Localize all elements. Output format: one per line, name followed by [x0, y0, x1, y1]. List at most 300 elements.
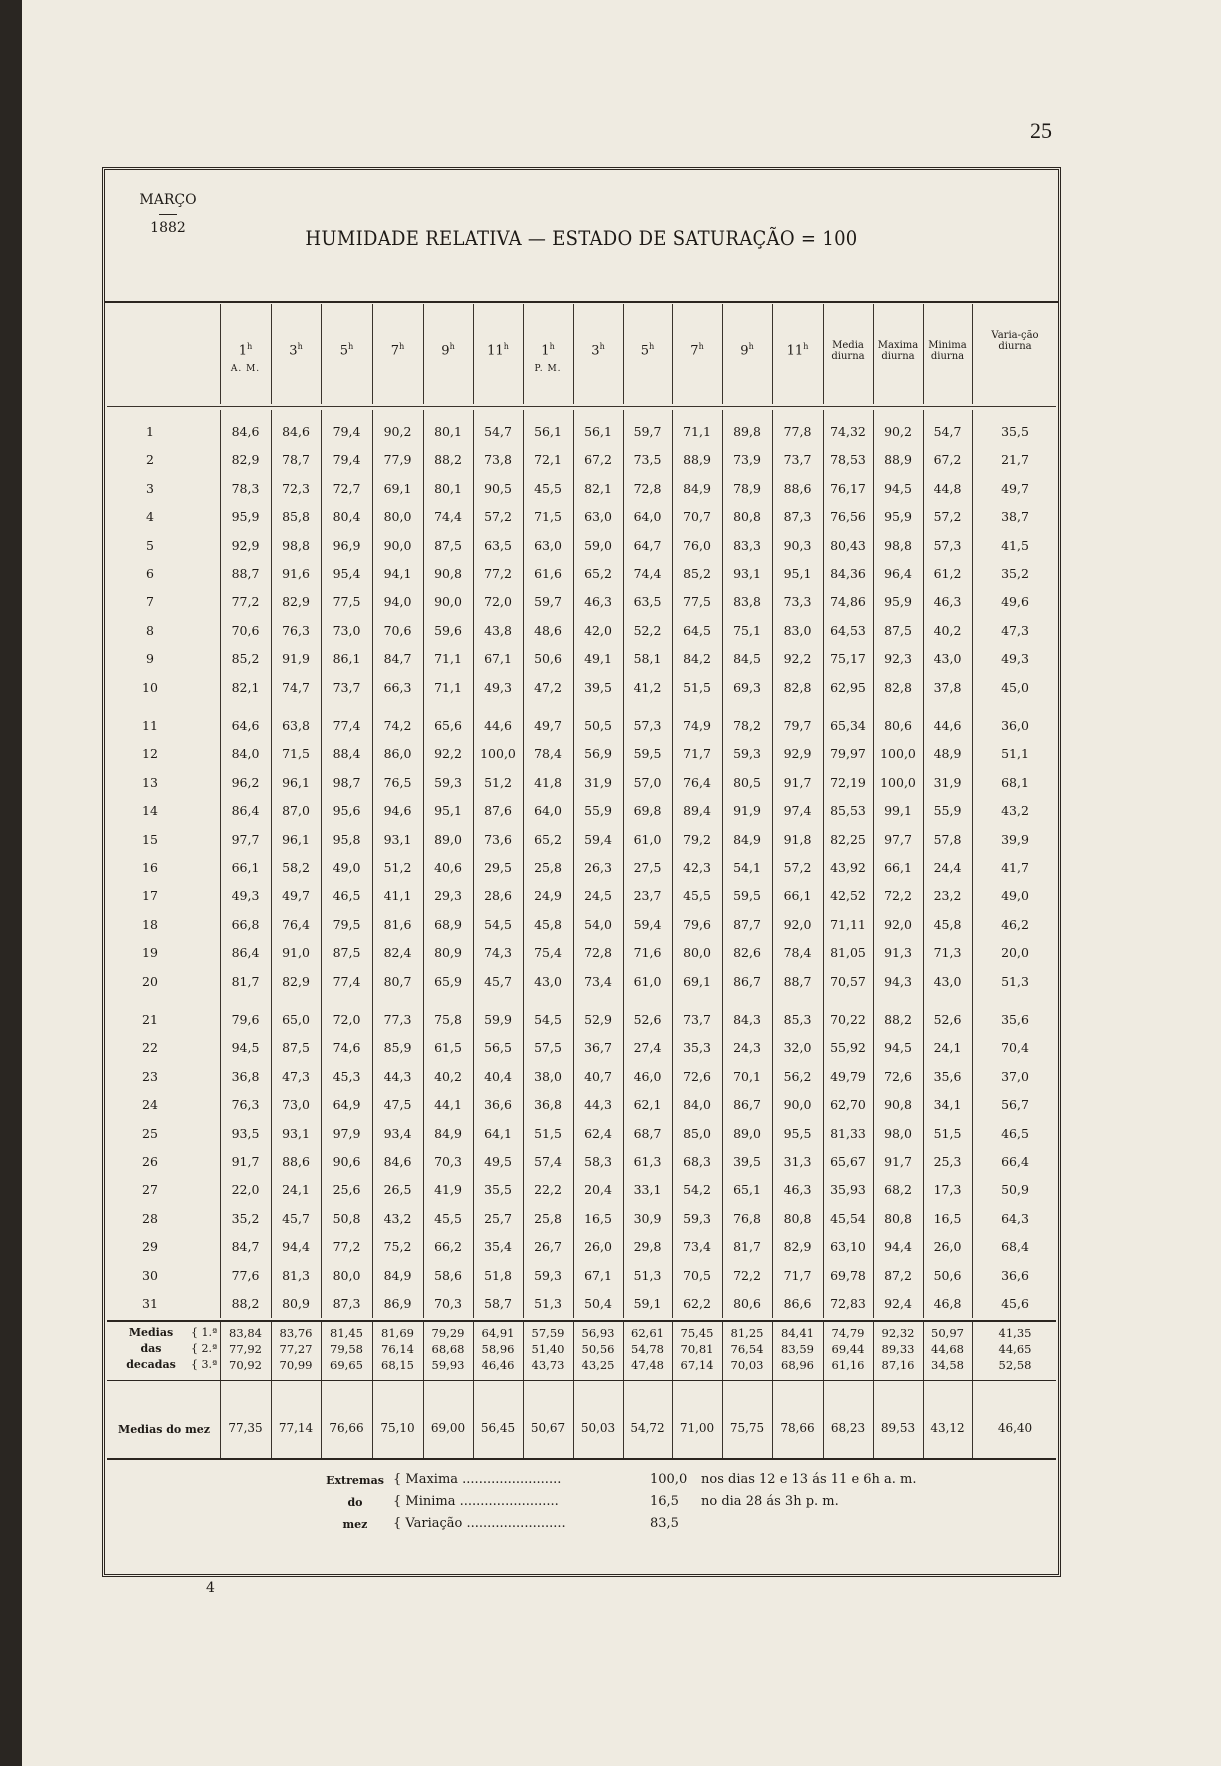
cell-value: 69,1: [683, 973, 711, 989]
cell-value: 50,9: [1001, 1182, 1029, 1198]
cell-value: 39,5: [584, 679, 612, 695]
cell-value: 54,0: [584, 916, 612, 932]
cell-value: 70,99: [279, 1358, 313, 1372]
cell-value: 66,1: [884, 860, 912, 875]
cell-value: 77,35: [228, 1421, 263, 1435]
cell-value: 66,1: [231, 860, 260, 875]
table-row: [105, 1154, 1058, 1178]
column-header: [873, 304, 923, 404]
cell-value: 51,5: [933, 1125, 962, 1141]
day-number: 22: [142, 1040, 158, 1056]
cell-value: 64,6: [231, 718, 260, 733]
cell-value: 95,9: [884, 594, 912, 610]
cell-value: 78,9: [733, 480, 761, 496]
cell-value: 54,5: [534, 1012, 562, 1027]
extremas-name: { Maxima ........................: [393, 1472, 562, 1487]
cell-value: 54,1: [733, 860, 761, 875]
cell-value: 36,8: [534, 1097, 562, 1113]
cell-value: 40,2: [933, 622, 962, 638]
table-row: [105, 538, 1058, 562]
decada-label: { 3.ª: [191, 1358, 218, 1371]
hour-suffix: h: [748, 342, 754, 351]
hour-number: 9: [441, 343, 450, 359]
table-row: [105, 1040, 1058, 1064]
cell-value: 46,5: [1001, 1125, 1029, 1141]
cell-value: 88,7: [231, 566, 260, 581]
cell-value: 70,3: [434, 1154, 462, 1169]
cell-value: 55,9: [584, 803, 612, 819]
cell-value: 78,4: [783, 945, 812, 961]
cell-value: 43,8: [484, 622, 512, 638]
cell-value: 84,36: [830, 566, 866, 581]
cell-value: 82,1: [231, 679, 260, 695]
cell-value: 75,1: [733, 622, 761, 638]
day-number: 25: [142, 1125, 158, 1141]
cell-value: 44,8: [933, 480, 962, 496]
column-header: [220, 304, 271, 404]
cell-value: 76,3: [231, 1097, 260, 1113]
cell-value: 90,0: [783, 1097, 812, 1113]
cell-value: 34,1: [933, 1097, 962, 1113]
month-label: MARÇO: [139, 192, 197, 208]
hour-label: [722, 342, 772, 358]
cell-value: 36,8: [231, 1068, 260, 1084]
cell-value: 92,9: [783, 746, 812, 762]
cell-value: 77,3: [383, 1012, 412, 1027]
cell-value: 59,1: [633, 1296, 662, 1311]
cell-value: 59,3: [683, 1210, 711, 1226]
cell-value: 95,4: [332, 566, 361, 581]
cell-value: 65,6: [434, 718, 462, 733]
cell-value: 70,6: [231, 622, 260, 638]
cell-value: 35,3: [683, 1040, 711, 1056]
cell-value: 90,3: [783, 537, 812, 553]
cell-value: 68,15: [381, 1358, 414, 1372]
cell-value: 70,4: [1001, 1040, 1029, 1056]
cell-value: 88,9: [884, 452, 912, 468]
hour-suffix: h: [297, 342, 303, 351]
cell-value: 69,8: [633, 803, 662, 819]
cell-value: 87,5: [884, 622, 912, 638]
hour-label: [372, 342, 423, 358]
cell-value: 71,00: [679, 1421, 715, 1435]
cell-value: 80,7: [383, 973, 412, 989]
column-header: [623, 304, 672, 404]
cell-value: 73,7: [332, 679, 361, 695]
cell-value: 62,61: [631, 1326, 664, 1340]
cell-value: 49,7: [1001, 480, 1029, 496]
cell-value: 89,53: [880, 1421, 916, 1435]
hour-label: [623, 342, 672, 358]
extremas-note: no dia 28 ás 3h p. m.: [701, 1494, 839, 1509]
cell-value: 57,2: [933, 509, 962, 525]
cell-value: 86,4: [231, 945, 260, 961]
cell-value: 43,25: [581, 1358, 615, 1372]
cell-value: 83,76: [279, 1326, 313, 1340]
cell-value: 20,4: [584, 1182, 612, 1198]
hour-number: 9: [740, 343, 749, 359]
table-row: [105, 974, 1058, 998]
cell-value: 31,9: [933, 774, 962, 790]
hour-label: [573, 342, 623, 358]
cell-value: 95,6: [332, 803, 361, 819]
cell-value: 87,2: [884, 1267, 912, 1283]
cell-value: 70,5: [683, 1267, 711, 1283]
cell-value: 50,03: [580, 1421, 616, 1435]
table-row: [105, 566, 1058, 590]
medias-label-line: Medias: [128, 1326, 174, 1339]
day-number: 27: [142, 1182, 158, 1198]
cell-value: 59,7: [534, 594, 562, 610]
cell-value: 82,8: [783, 679, 812, 695]
table-row: [105, 1012, 1058, 1036]
cell-value: 27,4: [633, 1040, 662, 1056]
cell-value: 37,0: [1001, 1068, 1029, 1084]
cell-value: 59,7: [633, 424, 662, 439]
extremas-label-line: Extremas: [326, 1474, 384, 1487]
cell-value: 51,5: [683, 679, 711, 695]
cell-value: 80,0: [332, 1267, 361, 1283]
cell-value: 71,1: [434, 679, 462, 695]
cell-value: 73,0: [332, 622, 361, 638]
hour-label: [672, 342, 722, 358]
cell-value: 41,35: [998, 1326, 1032, 1340]
cell-value: 74,86: [830, 594, 866, 610]
cell-value: 80,43: [830, 537, 866, 553]
table-row: [105, 1268, 1058, 1292]
cell-value: 54,7: [933, 424, 962, 439]
cell-value: 76,54: [730, 1342, 764, 1356]
cell-value: 75,10: [380, 1421, 415, 1435]
cell-value: 86,7: [733, 973, 761, 989]
cell-value: 51,2: [383, 860, 412, 875]
cell-value: 90,0: [383, 537, 412, 553]
cell-value: 84,9: [733, 831, 761, 847]
column-separator: [423, 410, 424, 1318]
cell-value: 56,9: [584, 746, 612, 762]
cell-value: 63,5: [633, 594, 662, 610]
cell-value: 81,6: [383, 916, 412, 932]
cell-value: 56,1: [534, 424, 562, 439]
am-label: A. M.: [230, 364, 261, 374]
cell-value: 59,5: [733, 888, 761, 904]
cell-value: 74,7: [282, 679, 310, 695]
table-row: [105, 945, 1058, 969]
cell-value: 79,58: [330, 1342, 363, 1356]
cell-value: 74,79: [831, 1326, 865, 1340]
cell-value: 48,9: [933, 746, 962, 762]
cell-value: 67,2: [933, 452, 962, 468]
cell-value: 59,3: [434, 774, 462, 790]
cell-value: 77,4: [332, 718, 361, 733]
cell-value: 51,2: [484, 774, 512, 790]
cell-value: 85,2: [231, 651, 260, 667]
cell-value: 91,6: [282, 566, 310, 581]
cell-value: 59,4: [584, 831, 612, 847]
day-number: 30: [142, 1267, 158, 1283]
cell-value: 77,92: [229, 1342, 262, 1356]
column-separator: [473, 410, 474, 1318]
cell-value: 45,7: [484, 973, 512, 989]
cell-value: 44,65: [998, 1342, 1032, 1356]
day-number: 1: [146, 424, 154, 439]
cell-value: 55,92: [830, 1040, 866, 1056]
medias-rule: [107, 1320, 1056, 1322]
cell-value: 69,00: [430, 1421, 466, 1435]
cell-value: 24,4: [933, 860, 962, 875]
extremas-label-line: do: [347, 1496, 363, 1509]
cell-value: 85,3: [783, 1012, 812, 1027]
cell-value: 98,0: [884, 1125, 912, 1141]
column-header: [573, 304, 623, 404]
cell-value: 35,6: [933, 1068, 962, 1084]
cell-value: 45,8: [933, 916, 962, 932]
cell-value: 96,2: [231, 774, 260, 790]
cell-value: 77,2: [332, 1239, 361, 1255]
cell-value: 56,1: [584, 424, 612, 439]
cell-value: 56,93: [581, 1326, 615, 1340]
cell-value: 80,4: [332, 509, 361, 525]
cell-value: 85,53: [830, 803, 866, 819]
pm-label: P. M.: [534, 364, 562, 374]
cell-value: 72,0: [332, 1012, 361, 1027]
hour-number: 11: [487, 343, 504, 359]
cell-value: 33,1: [633, 1182, 662, 1198]
cell-value: 66,1: [783, 888, 812, 904]
cell-value: 51,8: [484, 1267, 512, 1283]
cell-value: 43,92: [830, 860, 866, 875]
cell-value: 77,2: [231, 594, 260, 610]
cell-value: 45,5: [534, 480, 562, 496]
table-row: [105, 860, 1058, 884]
hour-label: [271, 342, 321, 358]
cell-value: 80,9: [282, 1296, 310, 1311]
cell-value: 78,53: [830, 452, 866, 468]
cell-value: 92,4: [884, 1296, 912, 1311]
cell-value: 71,11: [830, 916, 866, 932]
cell-value: 92,2: [434, 746, 462, 762]
cell-value: 52,6: [933, 1012, 962, 1027]
cell-value: 71,5: [534, 509, 562, 525]
cell-value: 79,4: [332, 424, 361, 439]
cell-value: 63,0: [534, 537, 562, 553]
column-separator: [372, 410, 373, 1318]
cell-value: 44,3: [383, 1068, 412, 1084]
cell-value: 50,56: [581, 1342, 615, 1356]
cell-value: 86,7: [733, 1097, 761, 1113]
cell-value: 96,9: [332, 537, 361, 553]
cell-value: 72,8: [584, 945, 612, 961]
cell-value: 49,6: [1001, 594, 1029, 610]
cell-value: 68,96: [781, 1358, 814, 1372]
cell-value: 64,91: [481, 1326, 515, 1340]
cell-value: 49,79: [830, 1068, 866, 1084]
cell-value: 61,3: [633, 1154, 662, 1169]
cell-value: 71,1: [434, 651, 462, 667]
cell-value: 98,8: [884, 537, 912, 553]
cell-value: 87,6: [484, 803, 512, 819]
cell-value: 45,54: [830, 1210, 866, 1226]
table-row: [105, 1069, 1058, 1093]
cell-value: 26,0: [584, 1239, 612, 1255]
cell-value: 92,2: [783, 651, 812, 667]
cell-value: 78,66: [780, 1421, 815, 1435]
cell-value: 45,7: [282, 1210, 310, 1226]
cell-value: 38,7: [1001, 509, 1029, 525]
cell-value: 85,8: [282, 509, 310, 525]
day-number: 2: [146, 452, 154, 468]
cell-value: 59,5: [633, 746, 662, 762]
table-row: [105, 481, 1058, 505]
cell-value: 86,0: [383, 746, 412, 762]
hour-label: [772, 342, 823, 358]
cell-value: 83,84: [229, 1326, 262, 1340]
cell-value: 88,2: [434, 452, 462, 468]
cell-value: 94,4: [884, 1239, 912, 1255]
cell-value: 62,2: [683, 1296, 711, 1311]
cell-value: 43,2: [1001, 803, 1029, 819]
cell-value: 70,57: [830, 973, 866, 989]
cell-value: 77,8: [783, 424, 812, 439]
cell-value: 51,40: [531, 1342, 565, 1356]
cell-value: 71,1: [683, 424, 711, 439]
cell-value: 92,3: [884, 651, 912, 667]
cell-value: 72,7: [332, 480, 361, 496]
cell-value: 70,6: [383, 622, 412, 638]
column-separator: [873, 410, 874, 1318]
table-row: [105, 509, 1058, 533]
cell-value: 97,4: [783, 803, 812, 819]
cell-value: 93,5: [231, 1125, 260, 1141]
extremas-value: 83,5: [650, 1516, 679, 1531]
cell-value: 36,7: [584, 1040, 612, 1056]
cell-value: 87,5: [434, 537, 462, 553]
cell-value: 77,5: [683, 594, 711, 610]
cell-value: 96,1: [282, 831, 310, 847]
cell-value: 68,3: [683, 1154, 711, 1169]
cell-value: 44,68: [931, 1342, 964, 1356]
cell-value: 51,3: [1001, 973, 1029, 989]
extremas-name: { Variação ........................: [393, 1516, 566, 1531]
cell-value: 70,1: [733, 1068, 761, 1084]
cell-value: 80,8: [733, 509, 761, 525]
column-header: [972, 304, 1058, 404]
cell-value: 51,1: [1001, 746, 1029, 762]
cell-value: 61,5: [434, 1040, 462, 1056]
cell-value: 74,4: [633, 566, 662, 581]
cell-value: 26,5: [383, 1182, 412, 1198]
cell-value: 59,9: [484, 1012, 512, 1027]
hour-suffix: h: [449, 342, 455, 351]
cell-value: 52,6: [633, 1012, 662, 1027]
table-row: [105, 651, 1058, 675]
hour-label: [423, 342, 473, 358]
month-dash: [159, 214, 177, 215]
cell-value: 44,1: [434, 1097, 462, 1113]
cell-value: 26,7: [534, 1239, 562, 1255]
cell-value: 90,5: [484, 480, 512, 496]
cell-value: 87,0: [282, 803, 310, 819]
cell-value: 66,2: [434, 1239, 462, 1255]
cell-value: 81,7: [231, 973, 260, 989]
cell-value: 64,9: [332, 1097, 361, 1113]
cell-value: 16,5: [584, 1210, 612, 1226]
day-number: 23: [142, 1068, 158, 1084]
cell-value: 45,8: [534, 916, 562, 932]
cell-value: 31,3: [783, 1154, 812, 1169]
cell-value: 100,0: [880, 774, 916, 790]
cell-value: 81,05: [830, 945, 866, 961]
cell-value: 95,9: [231, 509, 260, 525]
cell-value: 76,56: [830, 509, 866, 525]
cell-value: 64,0: [633, 509, 662, 525]
cell-value: 39,9: [1001, 831, 1029, 847]
cell-value: 74,3: [484, 945, 512, 961]
cell-value: 92,0: [783, 916, 812, 932]
cell-value: 46,2: [1001, 916, 1029, 932]
cell-value: 87,7: [733, 916, 761, 932]
page-number: 25: [1030, 118, 1052, 143]
cell-value: 77,4: [332, 973, 361, 989]
cell-value: 41,1: [383, 888, 412, 904]
cell-value: 77,27: [279, 1342, 313, 1356]
cell-value: 43,2: [383, 1210, 412, 1226]
cell-value: 84,7: [383, 651, 412, 667]
day-number: 17: [142, 888, 158, 904]
cell-value: 64,1: [484, 1125, 512, 1141]
hour-number: 11: [786, 343, 804, 359]
cell-value: 57,2: [484, 509, 512, 525]
hour-suffix: h: [399, 342, 405, 351]
cell-value: 83,3: [733, 537, 761, 553]
medias-mez-row: [105, 1421, 1058, 1445]
cell-value: 76,0: [683, 537, 711, 553]
cell-value: 57,8: [933, 831, 962, 847]
table-row: [105, 832, 1058, 856]
cell-value: 82,1: [584, 480, 612, 496]
cell-value: 45,5: [683, 888, 711, 904]
cell-value: 40,6: [434, 860, 462, 875]
day-number: 11: [142, 718, 158, 733]
cell-value: 75,8: [434, 1012, 462, 1027]
column-header: [321, 304, 372, 404]
cell-value: 25,8: [534, 860, 562, 875]
cell-value: 81,69: [381, 1326, 414, 1340]
cell-value: 71,3: [933, 945, 962, 961]
cell-value: 23,2: [933, 888, 962, 904]
cell-value: 90,8: [884, 1097, 912, 1113]
cell-value: 20,0: [1001, 945, 1029, 961]
cell-value: 99,1: [884, 803, 912, 819]
cell-value: 71,6: [633, 945, 662, 961]
hour-suffix: h: [649, 342, 655, 351]
cell-value: 95,8: [332, 831, 361, 847]
cell-value: 61,2: [933, 566, 962, 581]
column-separator: [923, 410, 924, 1318]
cell-value: 41,7: [1001, 860, 1029, 875]
cell-value: 25,8: [534, 1210, 562, 1226]
cell-value: 78,3: [231, 480, 260, 496]
cell-value: 26,0: [933, 1239, 962, 1255]
cell-value: 70,3: [434, 1296, 462, 1311]
cell-value: 63,0: [584, 509, 612, 525]
cell-value: 65,67: [830, 1154, 866, 1169]
cell-value: 78,2: [733, 718, 761, 733]
cell-value: 96,4: [884, 566, 912, 581]
cell-value: 69,78: [830, 1267, 866, 1283]
cell-value: 41,8: [534, 774, 562, 790]
hour-label: [473, 342, 523, 358]
